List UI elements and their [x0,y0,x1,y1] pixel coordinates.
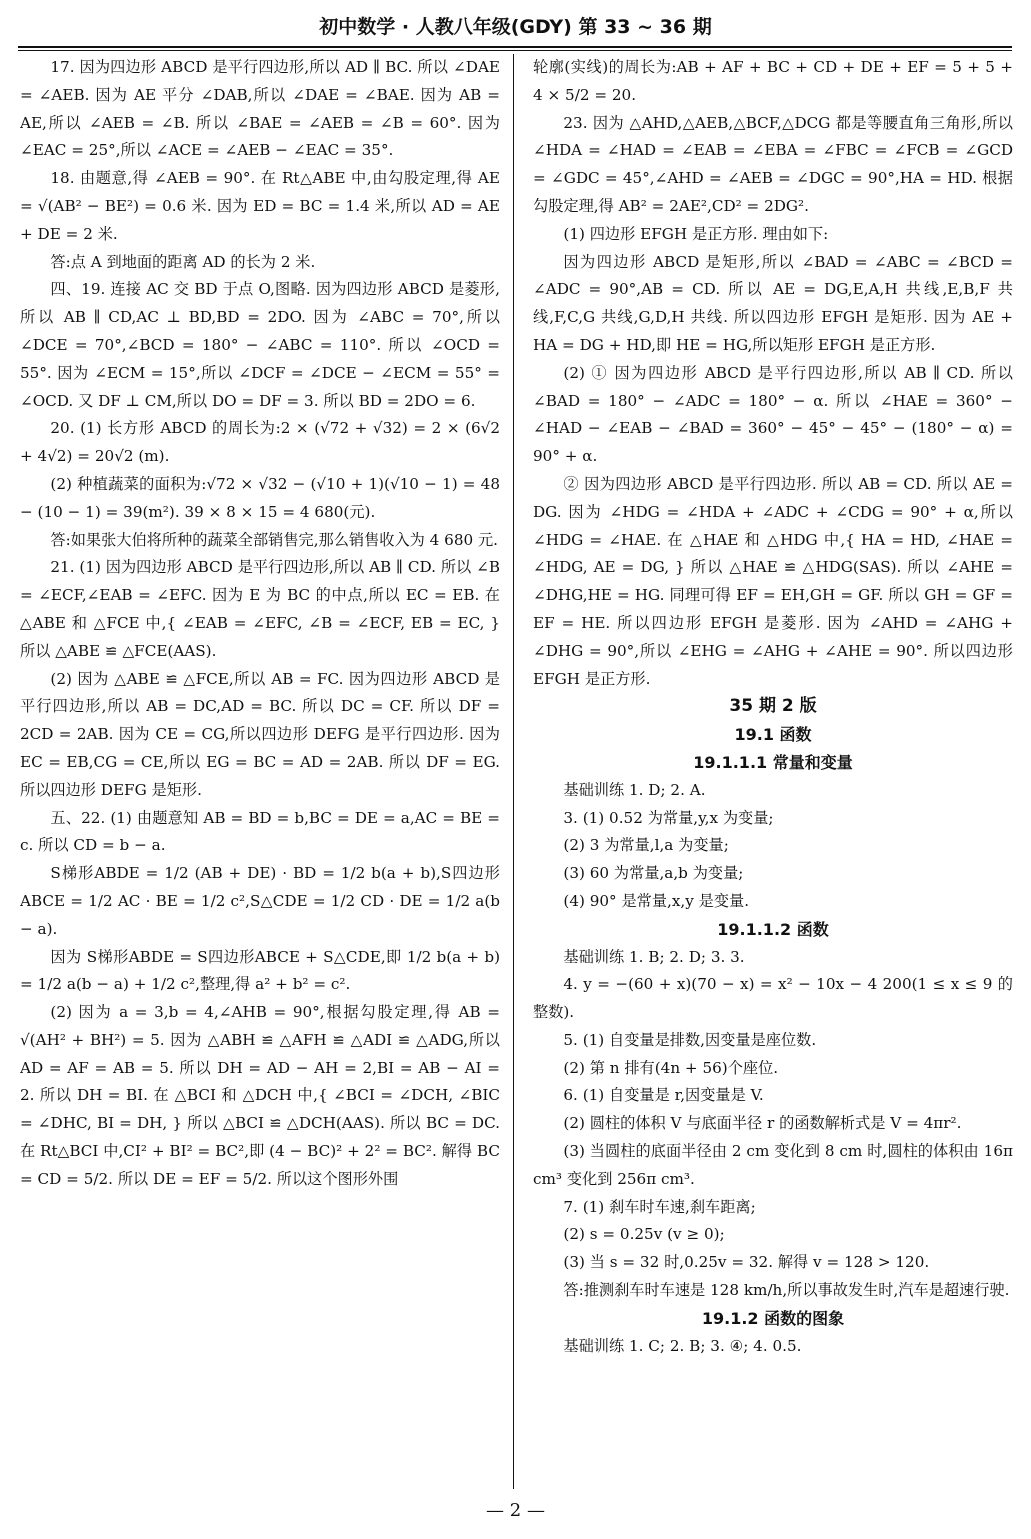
basic-training-2: 基础训练 1. B; 2. D; 3. 3. [563,947,745,966]
answer-7-2: (2) s = 0.25v (v ≥ 0); [563,1225,725,1244]
answer-3-3: (3) 60 为常量,a,b 为变量; [563,864,744,883]
right-column [533,54,1013,1489]
answer-21-part2: (2) 因为 △ABE ≌ △FCE,所以 AB = FC. 因为四边形 ABCD 是平行四边形,所以 AB = DC,AD = BC. 所以 DC = CF. 所以 DF = 2CD = 2AB. 因为 CE = CG,所以四边形 DEFG 是平行四边形. 因为 EC = EB,CG = CE,所以 EG = BC = AD = 2AB. 所以 DF = EG. 所以四边形 DEFG 是矩形. [20,669,500,799]
section-heading-19-1-1-1: 19.1.1.1 常量和变量 [693,752,853,772]
basic-training-3: 基础训练 1. C; 2. B; 3. ④; 4. 0.5. [563,1336,802,1355]
answer-22-areas: S梯形ABDE = 1/2 (AB + DE) · BD = 1/2 b(a + b),S四边形ABCE = 1/2 AC · BE = 1/2 c²,S△CDE = 1/2 CD · DE = 1/2 a(b − a). [20,864,500,938]
page-number: — 2 — [486,1500,545,1521]
answer-23-part2-1: (2) ① 因为四边形 ABCD 是平行四边形,所以 AB ∥ CD. 所以 ∠BAD = 180° − ∠ADC = 180° − α. 所以 ∠HAE = 360° − ∠HAD − ∠EAB − ∠BAD = 360° − 45° − 45° − (180° − α) = 90° + α. [533,363,1013,466]
answer-18: 18. 由题意,得 ∠AEB = 90°. 在 Rt△ABE 中,由勾股定理,得 AE = √(AB² − BE²) = 0.6 米. 因为 ED = BC = 1.4 米,所以 AD = AE + DE = 2 米. [20,169,500,243]
answer-4: 4. y = −(60 + x)(70 − x) = x² − 10x − 4 200(1 ≤ x ≤ 9 的整数). [533,975,1013,1022]
answer-6-1: 6. (1) 自变量是 r,因变量是 V. [563,1086,764,1105]
answer-23-intro: 23. 因为 △AHD,△AEB,△BCF,△DCG 都是等腰直角三角形,所以 ∠HDA = ∠HAD = ∠EAB = ∠EBA = ∠FBC = ∠FCB = ∠GCD = ∠GDC = 45°,∠AHD = ∠AEB = ∠DGC = 90°,HA = HD. 根据勾股定理,得 AB² = 2AE²,CD² = 2DG². [533,113,1013,215]
answer-21-part1: 21. (1) 因为四边形 ABCD 是平行四边形,所以 AB ∥ CD. 所以 ∠B = ∠ECF,∠EAB = ∠EFC. 因为 E 为 BC 的中点,所以 EC = EB. 在 △ABE 和 △FCE 中,{ ∠EAB = ∠EFC, ∠B = ∠ECF, EB = EC, } 所以 △ABE ≌ △FCE(AAS). [20,558,500,660]
answer-23-part1-claim: (1) 四边形 EFGH 是正方形. 理由如下: [563,224,829,243]
header-rule-thick [18,46,1012,48]
answer-22-continued: 轮廓(实线)的周长为:AB + AF + BC + CD + DE + EF = 5 + 5 + 4 × 5/2 = 20. [533,58,1013,104]
answer-22-part2: (2) 因为 a = 3,b = 4,∠AHB = 90°,根据勾股定理,得 AB = √(AH² + BH²) = 5. 因为 △ABH ≌ △AFH ≌ △ADI ≌ △ADG,所以 AD = AF = AB = 5. 所以 DH = AD − AH = 2,BI = AB − AI = 2. 所以 DH = BI. 在 △BCI 和 △DCH 中,{ ∠BCI = ∠DCH, ∠BIC = ∠DHC, BI = DH, } 所以 △BCI ≌ △DCH(AAS). 所以 BC = DC. 在 Rt△BCI 中,CI² + BI² = BC²,即 (4 − BC)² + 2² = BC². 解得 BC = CD = 5/2. 所以 DE = EF = 5/2. 所以这个图形外围 [20,1003,500,1188]
answer-22-intro: 五、22. (1) 由题意知 AB = BD = b,BC = DE = a,AC = BE = c. 所以 CD = b − a. [20,808,500,855]
column-divider [513,54,514,1489]
answer-5-2: (2) 第 n 排有(4n + 56)个座位. [563,1058,779,1077]
answer-3-1: 3. (1) 0.52 为常量,y,x 为变量; [563,808,774,827]
answer-22-derivation: 因为 S梯形ABDE = S四边形ABCE + S△CDE,即 1/2 b(a + b) = 1/2 a(b − a) + 1/2 c²,整理,得 a² + b² = c². [20,947,500,994]
answer-18-conclusion: 答:点 A 到地面的距离 AD 的长为 2 米. [50,252,316,271]
answer-6-3: (3) 当圆柱的底面半径由 2 cm 变化到 8 cm 时,圆柱的体积由 16π cm³ 变化到 256π cm³. [533,1142,1013,1188]
answer-23-part2-2: ② 因为四边形 ABCD 是平行四边形. 所以 AB = CD. 所以 AE = DG. 因为 ∠HDG = ∠HDA + ∠ADC + ∠CDG = 90° + α,所以 ∠HDG = ∠HAE. 在 △HAE 和 △HDG 中,{ HA = HD, ∠HAE = ∠HDG, AE = DG, } 所以 △HAE ≌ △HDG(SAS). 所以 ∠AHE = ∠DHG,HE = HG. 同理可得 EF = EH,GH = GF. 所以 GH = GF = EF = HE. 所以四边形 EFGH 是菱形. 因为 ∠AHD = ∠AHG + ∠DHG = 90°,所以 ∠EHG = ∠AHG + ∠AHE = 90°. 所以四边形 EFGH 是正方形. [533,474,1013,688]
page-header: 初中数学 · 人教八年级(GDY) 第 33 ~ 36 期 [319,16,712,38]
section-heading-19-1: 19.1 函数 [734,725,812,745]
left-column [20,54,500,1489]
answer-20-conclusion: 答:如果张大伯将所种的蔬菜全部销售完,那么销售收入为 4 680 元. [50,530,498,549]
section-heading-issue-35: 35 期 2 版 [729,696,817,717]
answer-3-2: (2) 3 为常量,l,a 为变量; [563,836,729,855]
answer-7-1: 7. (1) 刹车时车速,刹车距离; [563,1197,756,1216]
section-heading-19-1-2: 19.1.2 函数的图象 [701,1308,845,1328]
answer-20-part2: (2) 种植蔬菜的面积为:√72 × √32 − (√10 + 1)(√10 − 1) = 48 − (10 − 1) = 39(m²). 39 × 8 × 15 = 4 680(元). [20,474,500,521]
answer-17: 17. 因为四边形 ABCD 是平行四边形,所以 AD ∥ BC. 所以 ∠DAE = ∠AEB. 因为 AE 平分 ∠DAB,所以 ∠DAE = ∠BAE. 因为 AB = AE,所以 ∠AEB = ∠B. 所以 ∠BAE = ∠AEB = ∠B = 60°. 因为 ∠EAC = 25°,所以 ∠ACE = ∠AEB − ∠EAC = 35°. [20,58,500,160]
answer-6-2: (2) 圆柱的体积 V 与底面半径 r 的函数解析式是 V = 4πr². [563,1114,962,1133]
answer-20-part1: 20. (1) 长方形 ABCD 的周长为:2 × (√72 + √32) = 2 × (6√2 + 4√2) = 20√2 (m). [20,419,500,466]
answer-3-4: (4) 90° 是常量,x,y 是变量. [563,891,750,910]
answer-7-conclusion: 答:推测刹车时车速是 128 km/h,所以事故发生时,汽车是超速行驶. [563,1281,1010,1300]
section-heading-19-1-1-2: 19.1.1.2 函数 [717,919,829,939]
header-rule-thin [18,50,1012,51]
answer-7-3: (3) 当 s = 32 时,0.25v = 32. 解得 v = 128 > 120. [563,1253,930,1272]
answer-23-part1-proof: 因为四边形 ABCD 是矩形,所以 ∠BAD = ∠ABC = ∠BCD = ∠ADC = 90°,AB = CD. 所以 AE = DG,E,A,H 共线,E,B,F 共线,F,C,G 共线,G,D,H 共线. 所以四边形 EFGH 是矩形. 因为 AE + HA = DG + HD,即 HE = HG,所以矩形 EFGH 是正方形. [533,252,1013,354]
answer-19: 四、19. 连接 AC 交 BD 于点 O,图略. 因为四边形 ABCD 是菱形,所以 AB ∥ CD,AC ⊥ BD,BD = 2DO. 因为 ∠ABC = 70°,所以 ∠DCE = 70°,∠BCD = 180° − ∠ABC = 110°. 所以 ∠OCD = 55°. 因为 ∠ECM = 15°,所以 ∠DCF = ∠DCE − ∠ECM = 55° = ∠OCD. 又 DF ⊥ CM,所以 DO = DF = 3. 所以 BD = 2DO = 6. [20,280,500,410]
answer-5-1: 5. (1) 自变量是排数,因变量是座位数. [563,1030,817,1049]
basic-training-1: 基础训练 1. D; 2. A. [563,780,706,799]
